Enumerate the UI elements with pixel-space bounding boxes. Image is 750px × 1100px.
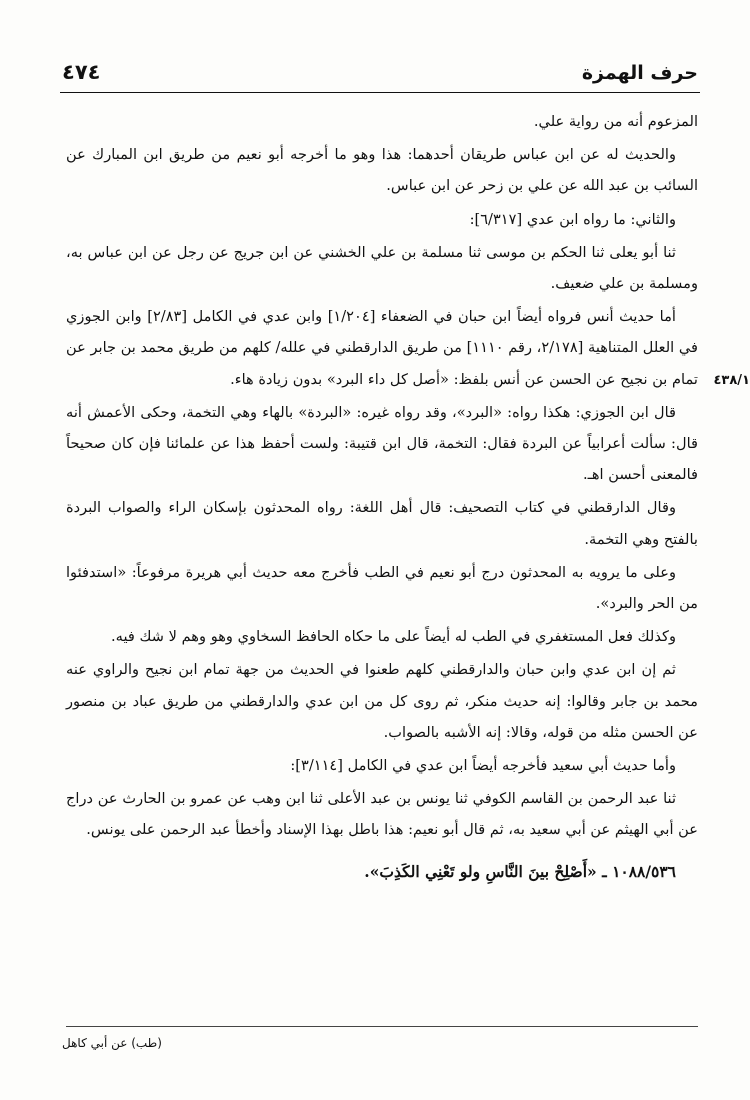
paragraph: وقال الدارقطني في كتاب التصحيف: قال أهل اللغة: رواه المحدثون بإسكان الراء والصواب البردة بالفتح وهي التخمة. (66, 499, 698, 548)
paragraph: ثنا عبد الرحمن بن القاسم الكوفي ثنا يونس بن عبد الأعلى ثنا ابن وهب عن عمرو بن الحارث عن دراج عن أبي الهيثم عن أبي سعيد به، ثم قال أبو نعيم: هذا باطل بهذا الإسناد وأخطأ عبد الرحمن على يونس. (66, 790, 698, 839)
paragraph: قال ابن الجوزي: هكذا رواه: «البرد»، وقد رواه غيره: «البردة» بالهاء وهي التخمة، وحكى الأعمش أنه قال: سألت أعرابياً عن البردة فقال: التخمة، قال ابن قتيبة: ولست أحفظ هذا عن علمائنا فإن كان صحيحاً فالمعنى أحسن اهـ. (66, 403, 698, 484)
header-rule (60, 92, 700, 93)
paragraph: والحديث له عن ابن عباس طريقان أحدهما: هذا وهو ما أخرجه أبو نعيم من طريق ابن المبارك عن السائب بن عبد الله عن علي بن زحر عن ابن عباس. (66, 146, 698, 195)
paragraph: ثم إن ابن عدي وابن حبان والدارقطني كلهم طعنوا في الحديث من جهة تمام ابن نجيح والراوي عنه محمد بن جابر وقالوا: إنه حديث منكر، ثم روى كل من ابن عدي والدارقطني من طريق عباد بن منصور عن الحسن مثله من قوله، وقالا: إنه الأشبه بالصواب. (66, 661, 698, 741)
paragraph: وكذلك فعل المستغفري في الطب له أيضاً على ما حكاه الحافظ السخاوي وهو وهم لا شك فيه. (110, 628, 676, 646)
chapter-title: حرف الهمزة (581, 62, 698, 84)
paragraph: ثنا أبو يعلى ثنا الحكم بن موسى ثنا مسلمة بن علي الخشني عن ابن جريج عن رجل عن ابن عباس به، ومسلمة بن علي ضعيف. (66, 243, 698, 293)
footnote-rule (66, 1026, 698, 1027)
page-number: ٤٧٤ (62, 60, 101, 84)
paragraph: والثاني: ما رواه ابن عدي [٦/٣١٧]: (469, 210, 676, 228)
page-body (66, 106, 698, 889)
paragraph: المزعوم أنه من رواية علي. (533, 113, 698, 130)
margin-reference: ٤٣٨/١ (713, 373, 750, 388)
paragraph: أما حديث أنس فرواه أيضاً ابن حبان في الضعفاء [١/٢٠٤] وابن عدي في الكامل [٢/٨٣] وابن الجوزي في العلل المتناهية [٢/١٧٨، رقم ١١١٠] من طريق الدارقطني في علله/ كلهم من طريق محمد بن جابر عن تمام بن نجيح عن الحسن عن أنس بلفظ: «أصل كل داء البرد» بدون زيادة هاء. (66, 308, 698, 388)
paragraph: وأما حديث أبي سعيد فأخرجه أيضاً ابن عدي في الكامل [٣/١١٤]: (290, 757, 676, 775)
hadith-entry: ١٠٨٨/٥٣٦ ـ «أَصْلِحْ بينَ النَّاسِ ولو تَعْنِي الكَذِبَ». (364, 861, 676, 881)
footnote: (طب) عن أبي كاهل (62, 1036, 162, 1050)
paragraph: وعلى ما يرويه به المحدثون درج أبو نعيم في الطب فأخرج معه حديث أبي هريرة مرفوعاً: «استدفئوا من الحر والبرد». (66, 563, 698, 613)
